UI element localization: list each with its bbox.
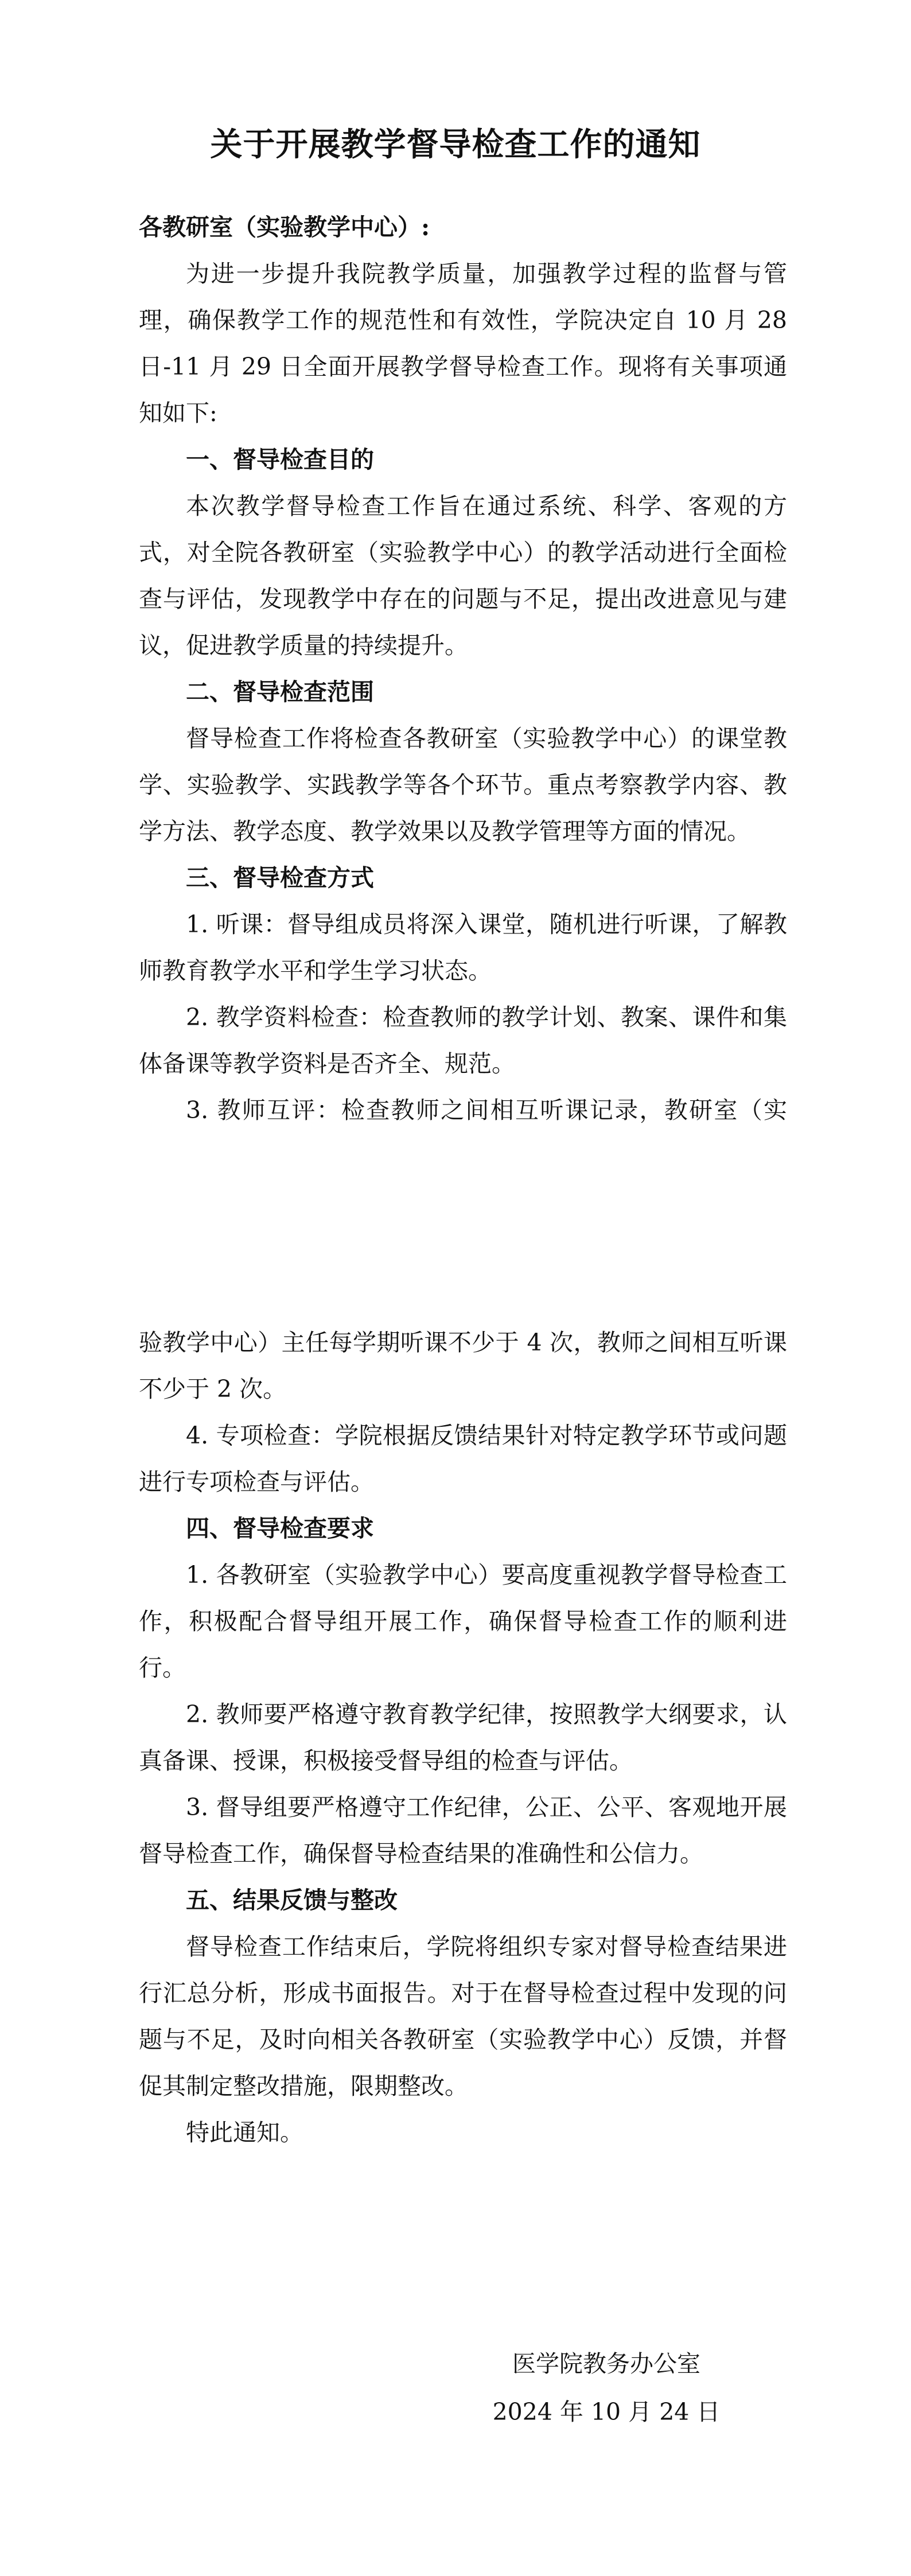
requirement-item: 3. 督导组要严格遵守工作纪律，公正、公平、客观地开展督导检查工作，确保督导检查结果的准确性和公信力。 <box>139 1793 787 1867</box>
method-item-materials: 2. 教学资料检查：检查教师的教学计划、教案、课件和集体备课等教学资料是否齐全、规范。 <box>139 1003 787 1077</box>
requirement-item: 2. 教师要严格遵守教育教学纪律，按照教学大纲要求，认真备课、授课，积极接受督导组的检查与评估。 <box>139 1701 787 1775</box>
intro-paragraph: 为进一步提升我院教学质量，加强教学过程的监督与管理，确保教学工作的规范性和有效性，学院决定自 10 月 28 日-11 月 29 日全面开展教学督导检查工作。现将有关事项通知如下: <box>139 260 787 427</box>
section-heading-requirements: 四、督导检查要求 <box>186 1515 374 1542</box>
method-item-lecture: 1. 听课：督导组成员将深入课堂，随机进行听课，了解教师教育教学水平和学生学习状态。 <box>139 910 787 985</box>
document-body-lower <box>139 1320 787 2156</box>
salutation: 各教研室（实验教学中心）: <box>139 213 430 241</box>
requirement-item: 1. 各教研室（实验教学中心）要高度重视教学督导检查工作，积极配合督导组开展工作，确保督导检查工作的顺利进行。 <box>139 1561 787 1682</box>
document-body-upper <box>139 204 787 1134</box>
method-item-special: 4. 专项检查：学院根据反馈结果针对特定教学环节或问题进行专项检查与评估。 <box>139 1422 787 1496</box>
signature-date: 2024 年 10 月 24 日 <box>492 2398 721 2426</box>
closing-text: 特此通知。 <box>186 2119 303 2146</box>
section-paragraph: 督导检查工作将检查各教研室（实验教学中心）的课堂教学、实验教学、实践教学等各个环节。重点考察教学内容、教学方法、教学态度、教学效果以及教学管理等方面的情况。 <box>139 725 787 845</box>
section-heading-feedback: 五、结果反馈与整改 <box>186 1886 398 1914</box>
feedback-paragraph: 督导检查工作结束后，学院将组织专家对督导检查结果进行汇总分析，形成书面报告。对于在督导检查过程中发现的问题与不足，及时向相关各教研室（实验教学中心）反馈，并督促其制定整改措施，限期整改。 <box>139 1933 787 2100</box>
section-heading-purpose: 一、督导检查目的 <box>186 446 374 473</box>
method-item-peer-review-cont: 验教学中心）主任每学期听课不少于 4 次，教师之间相互听课不少于 2 次。 <box>139 1329 787 1403</box>
method-item-peer-review-start: 3. 教师互评：检查教师之间相互听课记录，教研室（实 <box>186 1096 787 1124</box>
document-title: 关于开展教学督导检查工作的通知 <box>210 126 701 164</box>
section-heading-scope: 二、督导检查范围 <box>186 678 374 706</box>
signature-office: 医学院教务办公室 <box>512 2350 700 2377</box>
section-heading-method: 三、督导检查方式 <box>186 864 374 892</box>
section-paragraph: 本次教学督导检查工作旨在通过系统、科学、客观的方式，对全院各教研室（实验教学中心）的教学活动进行全面检查与评估，发现教学中存在的问题与不足，提出改进意见与建议，促进教学质量的持续提升。 <box>139 492 787 659</box>
